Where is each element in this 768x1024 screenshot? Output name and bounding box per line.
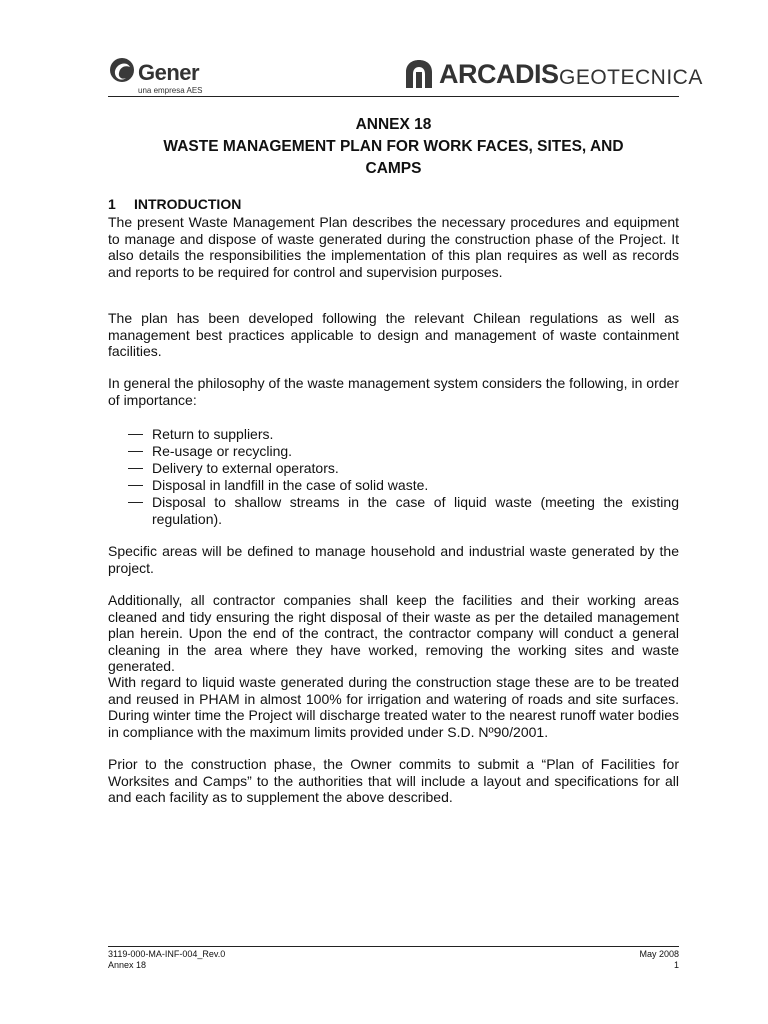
dash-bullet-icon [128,434,143,435]
arcadis-logo-text: ARCADIS [439,59,559,89]
title-line-2: WASTE MANAGEMENT PLAN FOR WORK FACES, SITES, AND [163,138,624,155]
dash-bullet-icon [128,485,143,486]
gener-swirl-icon [108,56,136,84]
dash-bullet-icon [128,468,143,469]
gener-logo-tagline: una empresa AES [138,86,203,95]
paragraph: The plan has been developed following the relevant Chilean regulations as well as management best practices applicable to design and management of waste containment facilities. [108,310,679,360]
title-line-3: CAMPS [365,160,422,177]
arcadis-logo [403,58,703,94]
page-number: 1 [673,960,679,970]
paragraph: In general the philosophy of the waste management system considers the following, in order of importance: [108,375,679,408]
gener-logo-text: Gener [138,60,200,85]
document-title [108,114,679,180]
dash-bullet-icon [128,502,143,503]
paragraph: Specific areas will be defined to manage household and industrial waste generated by the project. [108,543,679,576]
importance-list [128,426,679,528]
footer-date: May 2008 [639,949,679,959]
header-divider [108,96,679,97]
gener-logo [108,52,228,96]
paragraph: Prior to the construction phase, the Owner commits to submit a “Plan of Facilities for Worksites and Camps” to the authorities that will include a layout and specifications for all and each facility as to supplement the above described. [108,756,679,806]
arcadis-logo-suffix: GEOTECNICA [559,66,703,89]
footer-doc-code: 3119-000-MA-INF-004_Rev.0 [108,949,226,959]
footer-left [108,949,225,971]
paragraph: The present Waste Management Plan describes the necessary procedures and equipment to manage and dispose of waste generated during the construction phase of the Project. It also details the responsibilities the implementation of this plan requires as well as records and reports to be required for control and supervision purposes. [108,214,679,280]
footer-right [639,949,679,971]
footer-annex: Annex 18 [108,960,147,970]
dash-bullet-icon [128,451,143,452]
section-title: INTRODUCTION [134,196,242,212]
footer-divider [108,946,679,947]
list-item: Disposal in landfill in the case of solid waste. [128,477,679,494]
arcadis-building-icon [403,58,435,90]
list-item: Disposal to shallow streams in the case of liquid waste (meeting the existing regulation). [128,494,679,528]
list-item: Re-usage or recycling. [128,443,679,460]
title-line-1: ANNEX 18 [355,116,432,133]
list-item: Delivery to external operators. [128,460,679,477]
paragraph: With regard to liquid waste generated during the construction stage these are to be treated and reused in PHAM in almost 100% for irrigation and watering of roads and site surfaces. During winter time the Project will discharge treated water to the nearest runoff water bodies in compliance with the maximum limits provided under S.D. Nº90/2001. [108,674,679,740]
paragraph: Additionally, all contractor companies shall keep the facilities and their working areas cleaned and tidy ensuring the right disposal of their waste as per the detailed management plan herein. Upon the end of the contract, the contractor company will conduct a general cleaning in the area where they have worked, removing the working sites and waste generated. [108,592,679,675]
section-heading [108,196,241,212]
list-item: Return to suppliers. [128,426,679,443]
section-number: 1 [108,196,116,212]
